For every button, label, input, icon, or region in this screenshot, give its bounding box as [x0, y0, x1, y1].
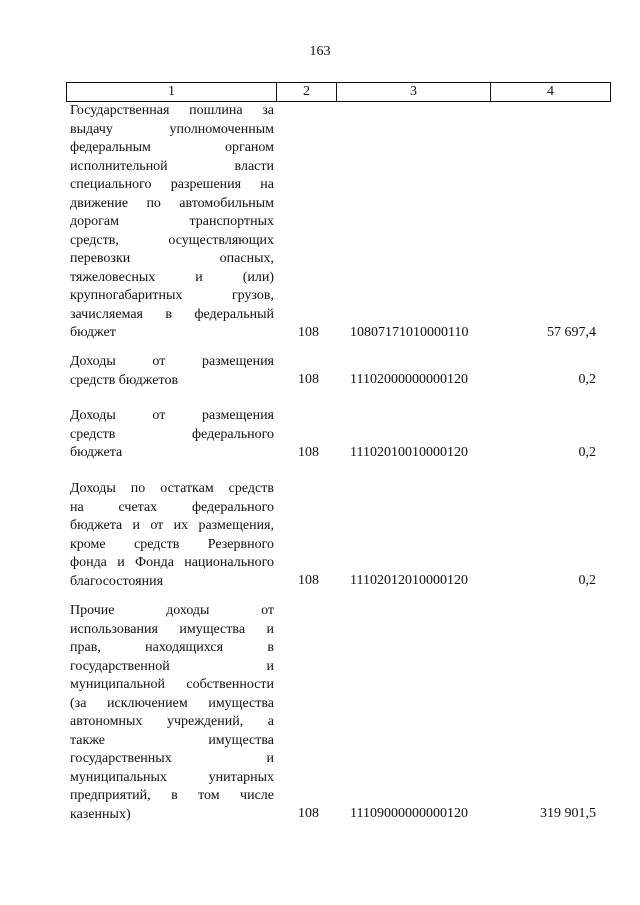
column-header-3: 3: [337, 83, 491, 102]
amount-value: 57 697,4: [547, 325, 596, 340]
description-line: муниципальной собственности: [70, 677, 274, 692]
column-header-1: 1: [67, 83, 277, 102]
description-line: выдачу уполномоченным: [70, 121, 274, 137]
description-line: Доходы от размещения: [70, 354, 274, 369]
column-header-4: 4: [491, 83, 611, 102]
page-number: 163: [309, 44, 331, 59]
amount-value: 0,2: [578, 372, 596, 387]
description-line: бюджет: [70, 325, 116, 340]
description-line: средств федерального: [70, 426, 274, 442]
description-line: тяжеловесных и (или): [70, 269, 274, 285]
description-line: фонда и Фонда национального: [70, 555, 274, 570]
amount-value: 0,2: [578, 573, 596, 588]
row-description: [70, 602, 274, 824]
description-line: на счетах федерального: [70, 499, 274, 515]
description-line: бюджета и от их размещения,: [70, 518, 274, 533]
description-line: Прочие доходы от: [70, 603, 274, 618]
description-line: федеральным органом: [70, 140, 274, 155]
column-header-2: 2: [277, 83, 337, 102]
description-line: казенных): [70, 806, 131, 822]
description-line: благосостояния: [70, 573, 164, 589]
description-line: движение по автомобильным: [70, 195, 274, 211]
description-line: средств бюджетов: [70, 372, 179, 388]
description-line: государственных и: [70, 751, 274, 766]
description-line: использования имущества и: [70, 621, 274, 637]
admin-code: 108: [298, 325, 319, 340]
budget-classification-code: 11102010010000120: [350, 445, 468, 460]
admin-code: 108: [298, 573, 319, 588]
description-line: Доходы от размещения: [70, 408, 274, 423]
admin-code: 108: [298, 372, 319, 387]
description-line: муниципальных унитарных: [70, 769, 274, 785]
description-line: перевозки опасных,: [70, 251, 274, 266]
admin-code: 108: [298, 445, 319, 460]
row-description: [70, 407, 274, 463]
description-line: Государственная пошлина за: [70, 103, 274, 118]
description-line: государственной и: [70, 658, 274, 674]
budget-classification-code: 11102000000000120: [350, 372, 468, 387]
amount-value: 0,2: [578, 445, 596, 460]
description-line: автономных учреждений, а: [70, 714, 274, 729]
budget-classification-code: 11102012010000120: [350, 573, 468, 588]
description-line: (за исключением имущества: [70, 695, 274, 711]
description-line: средств, осуществляющих: [70, 232, 274, 248]
description-line: кроме средств Резервного: [70, 536, 274, 552]
description-line: крупногабаритных грузов,: [70, 288, 274, 303]
budget-classification-code: 10807171010000110: [350, 325, 469, 340]
row-description: [70, 353, 274, 390]
description-line: также имущества: [70, 732, 274, 748]
description-line: Доходы по остаткам средств: [70, 481, 274, 496]
description-line: исполнительной власти: [70, 158, 274, 174]
row-description: [70, 480, 274, 591]
description-line: зачисляемая в федеральный: [70, 306, 274, 322]
budget-classification-code: 11109000000000120: [350, 806, 468, 821]
description-line: предприятий, в том числе: [70, 788, 274, 803]
description-line: прав, находящихся в: [70, 640, 274, 655]
amount-value: 319 901,5: [540, 806, 596, 821]
admin-code: 108: [298, 806, 319, 821]
row-description: [70, 102, 274, 343]
description-line: специального разрешения на: [70, 177, 274, 192]
description-line: дорогам транспортных: [70, 214, 274, 229]
description-line: бюджета: [70, 445, 123, 460]
